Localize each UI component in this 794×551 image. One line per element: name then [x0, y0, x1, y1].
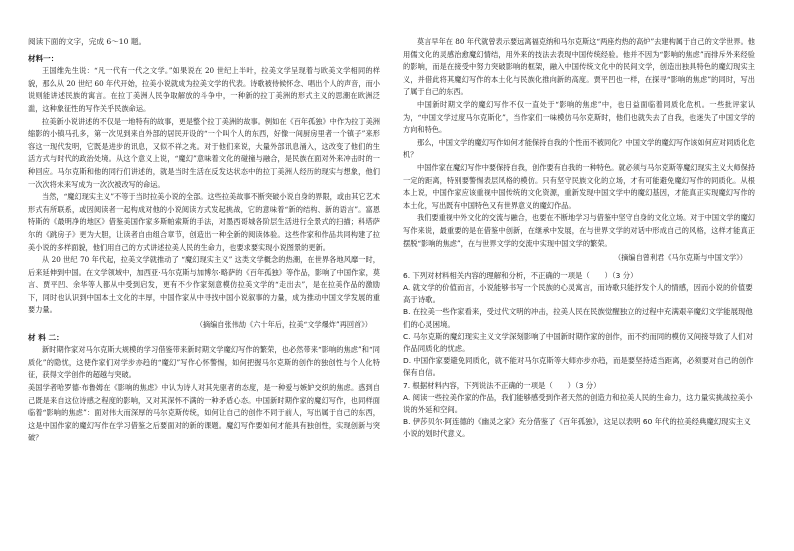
- left-column: [28, 36, 380, 445]
- material-one-heading: 材料一：: [28, 53, 59, 63]
- question-6-option-d: D. 中国作家要避免同质化，就不能对马尔克斯等大师亦步亦趋，而是要坚持适当距离，必须要对自己的创作保有自信。: [403, 356, 754, 378]
- right-column: [403, 36, 755, 441]
- reading-intro: 阅读下面的文字，完成 6～10 题。: [28, 37, 147, 46]
- material-two-paragraph: 美国学者哈罗德·布鲁姆在《影响的焦虑》中认为诗人对其先驱者的态度，是一种爱与嫉妒交织的焦虑。惑到自己既是来自这位诗感之程度的影响，又对其深怀不满的一种矛盾心态。中国新时期作家的魔幻写作，也同样面临着“影响的焦虑”：面对伟大而深厚的马尔克斯传统，如何让自己的创作不同于前人，写出属于自己的东西，这是中国作家的魔幻写作在学习借鉴之后要面对的新的课题。魔幻写作要如何才能具有独创性，实现创新与突破？: [28, 383, 380, 443]
- question-7-stem: 7. 根据材料内容，下列说法不正确的一项是（ ）（3 分）: [403, 380, 601, 390]
- material-two-paragraph: 中国作家在魔幻写作中要保持自我，创作要有自我的一种特色。就必须与马尔克斯等魔幻现实主义大师保持一定的距离，特别要警惕表层风格的模仿。只有坚守民族文化的立场，才有可能避免魔幻写作的同质化。从根本上说，中国作家应该重视中国传统的文化资源，重新发现中国文学中的魔幻基因，才能真正实现魔幻写作的本土化，写出既有中国特色又有世界意义的魔幻作品。: [403, 162, 755, 210]
- material-two-paragraph: 莫言早年在 80 年代就曾表示要远离福克纳和马尔克斯这“两座灼热的高炉”去建构属于自己的文学世界。他用儒文化的灵感治愈魔幻情结，用外来的技法去表现中国传统经验。他并不因为“影响的焦虑”而排斥外来经验的影响，而是在接受中努力突破影响的框架，融入中国传统文化中的民间文学，创造出独具特色的魔幻现实主义，并借此将其魔幻写作的本土化与民族化推向新的高度。贾平凹也一样，在探寻“影响的焦虑”的同时，写出了属于自己的东西。: [403, 37, 755, 97]
- question-6-option-b: B. 在拉美一些作家看来，受过代文明的冲击，拉美人民在民族觉醒独立的过程中充满艰辛魔幻文学能展现他们的心灵困境。: [403, 307, 753, 329]
- material-two-paragraph: 中国新时期文学的魔幻写作不仅一直处于“影响的焦虑”中，也日益面临着同质化危机。一些批评家认为，“中国文学过度马尔克斯化”，当作家们一味模仿马尔克斯时，他们也就失去了自我，也迷失了中国文学的方向和特色。: [403, 99, 755, 135]
- material-one-paragraph: 王国维先生说：“凡一代有一代之文学。”如果说在 20 世纪上半叶，拉美文学呈现着与欧美文学相同的样貌，那么从 20 世纪 60 年代开始，拉美小说就成为拉美文学的代表。诗歌被侍候怀念、唱出个人的声音，而小说则能讲述民族的寓言。在拉丁美洲人民争取解放的斗争中，一种新的拉丁美洲的形式主义的思潮在欧洲泛滥，这种象征性的写作关乎民族命运。: [28, 66, 380, 113]
- question-7-option-b: B. 伊莎贝尔·阿连德的《幽灵之家》充分借鉴了《百年孤独》，这足以表明 60 年代的拉美经典魔幻现实主义小说的划时代意义。: [403, 417, 751, 439]
- question-6-option-c: C. 马尔克斯的魔幻现实主义文学深刻影响了中国新时期作家的创作，而不约而同的模仿又间接导致了人们对作品同质化的忧虑。: [403, 331, 753, 353]
- material-one-paragraph: 当然，“魔幻现实主义”不等于当时拉美小说的全部。这些拉美故事不断突破小说自身的界限，或由其它艺术形式有所联系，或因阅读者一起构成对他的小说阅读方式发起挑战，它的意味着“新的结构、新的语言”。富恩特斯的《最明净的地区》借鉴美国作家多斯帕索斯的手法，对墨西哥城各阶层生活进行全景式的扫描；科塔萨尔的《跳房子》更为大胆，让读者自由组合章节，创造出一种全新的阅读体验。这些作家和作品共同构建了拉美小说的多样面貌，他们用自己的方式讲述拉美人民的生命力，也要求要实现小说图景的更新。: [28, 192, 380, 252]
- question-6-option-a: A. 就文学的价值而言，小说能够书写一个民族的心灵寓言，而诗歌只能抒发个人的情感，因而小说的价值要高于诗歌。: [403, 282, 753, 305]
- material-one-paragraph: 从 20 世纪 70 年代起，拉美文学就推动了 “魔幻现实主义” 这类文学概念的热潮，在世界各地风靡一时，后来延伸到中国。在文学领域中，加西亚·马尔克斯与加博尔·略萨的《百年孤独》等作品，影响了中国作家，莫言、贾平凹、余华等人都从中受到启发，更有不少作家刻意模仿拉美文学的“走出去”，是在拉美作品的激励下，同时也认识到中国本土文化的丰厚，中国作家从中寻找中国小说叙事的力量，成为推动中国文学发展的重要力量。: [28, 255, 380, 315]
- material-one-source: （摘编自张伟劼《六十年后，拉美“文学爆炸”再回首》）: [195, 320, 372, 330]
- question-6-stem: 6. 下列对材料相关内容的理解和分析，不正确的一项是（ ）（3 分）: [403, 270, 638, 280]
- material-two-paragraph: 那么，中国文学的魔幻写作如何才能保持自我的个性而不被同化？中国文学的魔幻写作该如何应对同质化危机？: [403, 137, 755, 160]
- material-two-source: （摘编自曾利君《马尔克斯与中国文学》）: [614, 253, 747, 263]
- material-two-paragraph: 新时期作家对马尔克斯大规模的学习借鉴带来新时期文学魔幻写作的繁荣，也必然带来“影响的焦虑”和“同质化”的隐忧，这使作家们对学步亦趋的“魔幻”写作心怀警惕，如何把握马尔克斯的创作的独创性与个人化特征，获得文学创作的超越与突破。: [28, 345, 380, 380]
- material-two-paragraph: 我们要重视中外文化的交流与融合，也要在不断地学习与借鉴中坚守自身的文化立场。对于中国文学的魔幻写作来说，最重要的是在借鉴中创新，在继承中发展，在与世界文学的对话中形成自己的风格，这样才能真正摆脱“影响的焦虑”，在与世界文学的交流中实现中国文学的繁荣。: [403, 213, 755, 248]
- material-one-paragraph: 拉美新小说讲述的不仅是一地特有的故事，更是整个拉丁美洲的故事。例如在《百年孤独》中作为拉丁美洲缩影的小镇马孔多，第一次见到来自外部的居民开设的“一个叫个人的东西，好像一间厨房里者一个镇子”来形容这一现代发明，它既是进步的讯息，又似不祥之兆。对于他们来说，大量外部讯息涌入，这改变了他们的生活方式与时代的政治处境。从这个意义上说，“魔幻”意味着文化的碰撞与融合，是民族在面对外来冲击时的一种回应。马尔克斯和他的同行们讲述的，就是当时生活在反发达状态中的拉丁美洲人经历的现实与想象，他们一次次将未来写成为一次次被改写的命运。: [28, 116, 380, 189]
- question-7-option-a: A. 阅读一些拉美作家的作品，我们能够感受到作者天然的创造力和拉美人民的生命力，这力量实挑战拉美小说的外延和空间。: [403, 392, 753, 414]
- material-two-heading: 材 料 二：: [28, 332, 64, 342]
